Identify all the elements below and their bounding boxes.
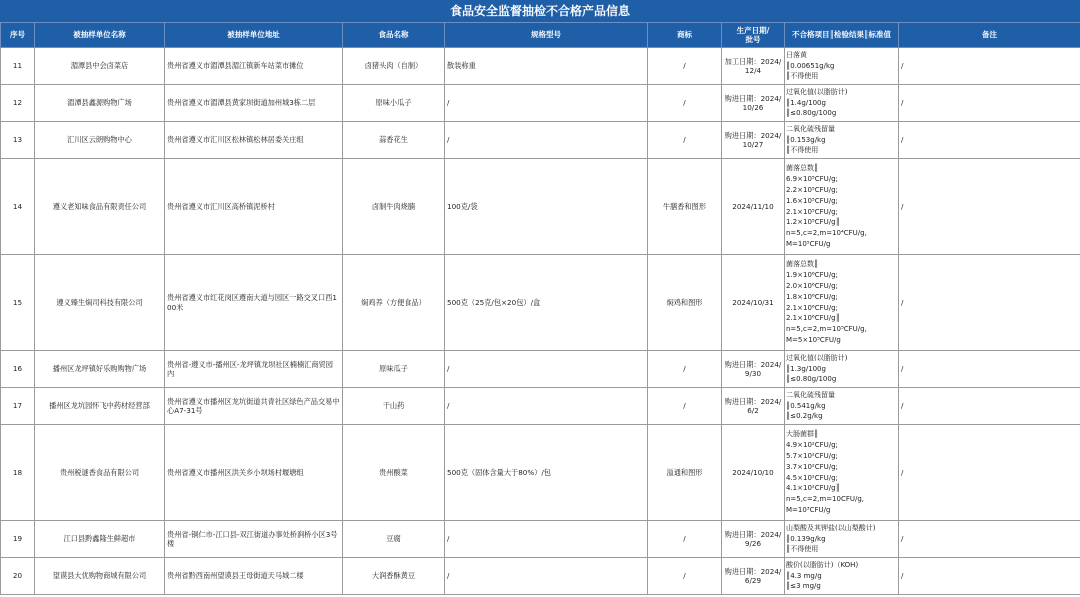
result-line: 1.2×10⁵CFU/g║: [786, 218, 840, 227]
production-date: 购进日期：2024/10/26: [722, 85, 785, 122]
header-spec: 规格型号: [445, 23, 648, 48]
sampled-unit-address: 贵州省黔西南州望谟县王母街道天马城二楼: [165, 558, 343, 595]
result-line: 二氧化硫残留量: [786, 390, 835, 399]
sampled-unit-name: 贵州税谜香食品有限公司: [35, 425, 165, 521]
row-number: 13: [1, 122, 35, 159]
food-name: 原味小瓜子: [343, 85, 445, 122]
food-name: 贵州酸菜: [343, 425, 445, 521]
result-line: ║≤3 mg/g: [786, 582, 821, 591]
remark: /: [899, 122, 1080, 159]
row-number: 17: [1, 388, 35, 425]
row-number: 14: [1, 159, 35, 255]
sampled-unit-name: 望谟县大优购物商城有限公司: [35, 558, 165, 595]
row-number: 15: [1, 255, 35, 351]
remark: /: [899, 85, 1080, 122]
header-food: 食品名称: [343, 23, 445, 48]
remark: /: [899, 159, 1080, 255]
result-line: ║不得使用: [786, 146, 819, 155]
result-line: 4.5×10²CFU/g;: [786, 473, 838, 482]
food-name: 卤猪头肉（自制）: [343, 48, 445, 85]
test-result: [785, 425, 899, 521]
food-name: 卤制牛肉烧腩: [343, 159, 445, 255]
sampled-unit-address: 贵州省遵义市湄潭县湄江镇新车站菜市摊位: [165, 48, 343, 85]
result-line: 酸价(以脂肪计)（KOH): [786, 560, 859, 569]
remark: /: [899, 558, 1080, 595]
result-line: 过氧化值(以脂肪计): [786, 353, 848, 362]
test-result: [785, 521, 899, 558]
brand: 牛膳香和图形: [648, 159, 722, 255]
sampled-unit-address: 贵州省遵义市红花岗区遵南大道与园区一路交叉口西100米: [165, 255, 343, 351]
result-line: 过氧化值(以脂肪计): [786, 87, 848, 96]
brand: /: [648, 351, 722, 388]
result-line: 4.1×10²CFU/g║: [786, 484, 840, 493]
remark: /: [899, 425, 1080, 521]
result-line: ║0.00651g/kg: [786, 61, 835, 70]
remark: /: [899, 255, 1080, 351]
result-line: 2.1×10⁵CFU/g;: [786, 207, 838, 216]
result-line: 2.0×10⁶CFU/g;: [786, 281, 838, 290]
sampled-unit-name: 播州区龙坑园怀飞中药材经营部: [35, 388, 165, 425]
result-line: 2.1×10⁶CFU/g║: [786, 314, 840, 323]
header-result: 不合格项目║检验结果║标准值: [785, 23, 899, 48]
food-name: 原味瓜子: [343, 351, 445, 388]
table-row: [1, 425, 1080, 521]
spec-model: /: [445, 85, 648, 122]
spec-model: /: [445, 388, 648, 425]
food-name: 豆腐: [343, 521, 445, 558]
spec-model: 500克（25克/包×20包）/盒: [445, 255, 648, 351]
brand: 溢通和图形: [648, 425, 722, 521]
row-number: 19: [1, 521, 35, 558]
food-name: 蒜香花生: [343, 122, 445, 159]
table-row: [1, 351, 1080, 388]
production-date: 购进日期：2024/6/2: [722, 388, 785, 425]
header-row: [1, 23, 1080, 48]
row-number: 11: [1, 48, 35, 85]
test-result: [785, 255, 899, 351]
result-line: ║≤0.80g/100g: [786, 109, 837, 118]
remark: /: [899, 48, 1080, 85]
result-line: ║0.139g/kg: [786, 534, 826, 543]
spec-model: /: [445, 351, 648, 388]
result-line: M=10³CFU/g: [786, 505, 831, 514]
result-line: 1.6×10⁵CFU/g;: [786, 196, 838, 205]
remark: /: [899, 351, 1080, 388]
result-line: ║≤0.2g/kg: [786, 412, 823, 421]
test-result: [785, 48, 899, 85]
remark: /: [899, 521, 1080, 558]
result-line: 菌落总数║: [786, 260, 819, 269]
sampled-unit-address: 贵州省遵义市播州区洪关乡小坝场村堰塘组: [165, 425, 343, 521]
result-line: M=5×10⁵CFU/g: [786, 335, 841, 344]
table-row: [1, 255, 1080, 351]
result-line: M=10⁵CFU/g: [786, 239, 831, 248]
spec-model: 100克/袋: [445, 159, 648, 255]
header-address: 被抽样单位地址: [165, 23, 343, 48]
result-line: 日落黄: [786, 50, 807, 59]
result-line: 5.7×10²CFU/g;: [786, 451, 838, 460]
sampled-unit-address: 贵州省-铜仁市-江口县-双江街道办事处桥涧桥小区3号楼: [165, 521, 343, 558]
table-row: [1, 122, 1080, 159]
test-result: [785, 85, 899, 122]
result-line: ║1.3g/100g: [786, 364, 826, 373]
table-row: [1, 159, 1080, 255]
test-result: [785, 558, 899, 595]
production-date: 2024/11/10: [722, 159, 785, 255]
result-line: 菌落总数║: [786, 164, 819, 173]
result-line: 1.9×10⁶CFU/g;: [786, 271, 838, 280]
food-name: 焖鸡养（方便食品）: [343, 255, 445, 351]
spec-model: 散装称重: [445, 48, 648, 85]
header-unit: 被抽样单位名称: [35, 23, 165, 48]
brand: /: [648, 122, 722, 159]
row-number: 20: [1, 558, 35, 595]
food-name: 大润香酥黄豆: [343, 558, 445, 595]
spec-model: /: [445, 521, 648, 558]
brand: /: [648, 48, 722, 85]
table-title: 食品安全监督抽检不合格产品信息: [0, 0, 1080, 22]
header-note: 备注: [899, 23, 1080, 48]
production-date: 2024/10/31: [722, 255, 785, 351]
sampled-unit-address: 贵州省遵义市汇川区松林镇松林居委关庄组: [165, 122, 343, 159]
food-name: 干山药: [343, 388, 445, 425]
sampled-unit-address: 贵州省遵义市汇川区高桥镇泥桥村: [165, 159, 343, 255]
test-result: [785, 351, 899, 388]
production-date: 购进日期：2024/10/27: [722, 122, 785, 159]
result-line: 2.1×10⁶CFU/g;: [786, 303, 838, 312]
sampled-unit-name: 遵义臻生焖司科技有限公司: [35, 255, 165, 351]
result-line: ║0.541g/kg: [786, 401, 826, 410]
result-line: 3.7×10²CFU/g;: [786, 462, 838, 471]
sampled-unit-name: 播州区龙坪镇好乐购购物广场: [35, 351, 165, 388]
sampled-unit-name: 江口县黔鑫隆生鲜超市: [35, 521, 165, 558]
table-row: [1, 558, 1080, 595]
test-result: [785, 159, 899, 255]
sampled-unit-name: 汇川区云朗购物中心: [35, 122, 165, 159]
result-line: ║不得使用: [786, 545, 819, 554]
result-line: ║1.4g/100g: [786, 98, 826, 107]
result-line: 2.2×10⁵CFU/g;: [786, 185, 838, 194]
production-date: 购进日期：2024/6/29: [722, 558, 785, 595]
header-no: 序号: [1, 23, 35, 48]
brand: /: [648, 388, 722, 425]
table-row: [1, 85, 1080, 122]
table-row: [1, 521, 1080, 558]
sampled-unit-address: 贵州省遵义市湄潭县黄家坝街道加州城3栋二层: [165, 85, 343, 122]
result-line: ║4.3 mg/g: [786, 571, 822, 580]
result-line: ║≤0.80g/100g: [786, 375, 837, 384]
result-line: n=5,c=2,m=10CFU/g,: [786, 495, 865, 504]
remark: /: [899, 388, 1080, 425]
result-line: 6.9×10⁵CFU/g;: [786, 175, 838, 184]
result-line: 山梨酸及其钾盐(以山梨酸计): [786, 523, 876, 532]
production-date: 加工日期：2024/12/4: [722, 48, 785, 85]
sampled-unit-address: 贵州省-遵义市-播州区-龙坪镇龙坝社区楠楠汇商贸园内: [165, 351, 343, 388]
result-line: ║不得使用: [786, 72, 819, 81]
spec-model: 500克（固体含量大于80%）/包: [445, 425, 648, 521]
brand: /: [648, 521, 722, 558]
row-number: 16: [1, 351, 35, 388]
brand: /: [648, 558, 722, 595]
spec-model: /: [445, 122, 648, 159]
result-line: ║0.153g/kg: [786, 135, 826, 144]
row-number: 12: [1, 85, 35, 122]
result-line: n=5,c=2,m=10⁵CFU/g,: [786, 325, 867, 334]
brand: /: [648, 85, 722, 122]
test-result: [785, 122, 899, 159]
sampled-unit-name: 湄潭县鑫源购物广场: [35, 85, 165, 122]
result-line: 4.9×10²CFU/g;: [786, 441, 838, 450]
result-line: 1.8×10⁶CFU/g;: [786, 292, 838, 301]
result-line: 二氧化硫残留量: [786, 124, 835, 133]
production-date: 2024/10/10: [722, 425, 785, 521]
spec-model: /: [445, 558, 648, 595]
production-date: 购进日期：2024/9/30: [722, 351, 785, 388]
sampled-unit-name: 遵义老知味食品有限责任公司: [35, 159, 165, 255]
test-result: [785, 388, 899, 425]
result-line: n=5,c=2,m=10⁴CFU/g,: [786, 229, 867, 238]
brand: 焖鸡和图形: [648, 255, 722, 351]
header-brand: 商标: [648, 23, 722, 48]
sampled-unit-name: 湄潭县中会卤菜店: [35, 48, 165, 85]
unqualified-products-table: [0, 22, 1080, 595]
header-date: 生产日期/ 批号: [722, 23, 785, 48]
sampled-unit-address: 贵州省遵义市播州区龙坑街道共青社区绿色产品交易中心A7-31号: [165, 388, 343, 425]
row-number: 18: [1, 425, 35, 521]
result-line: 大肠菌群║: [786, 430, 819, 439]
production-date: 购进日期：2024/9/26: [722, 521, 785, 558]
table-row: [1, 388, 1080, 425]
table-row: [1, 48, 1080, 85]
